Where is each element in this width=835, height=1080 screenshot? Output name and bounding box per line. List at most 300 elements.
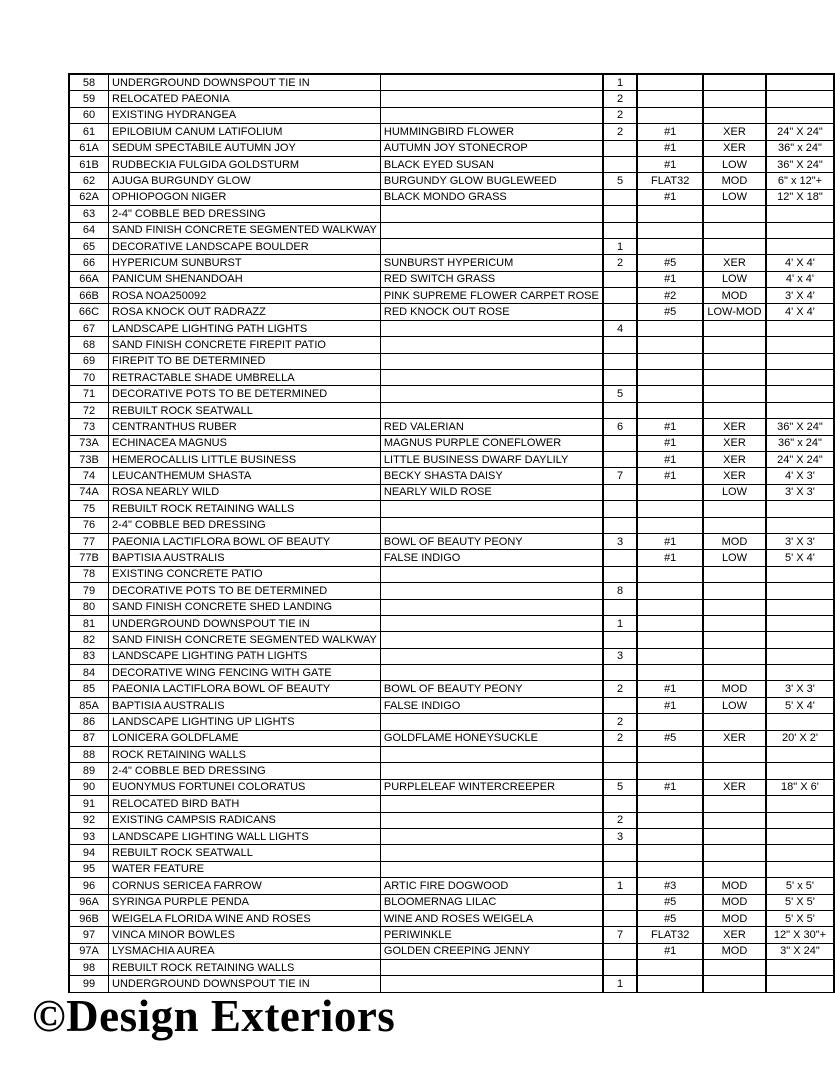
common-name-cell: GOLDFLAME HONEYSUCKLE (380, 730, 602, 746)
item-number-cell: 81 (69, 615, 109, 631)
water-use-cell: LOW (703, 271, 766, 287)
quantity-cell (603, 484, 638, 500)
quantity-cell: 2 (603, 714, 638, 730)
mature-size-cell: 20' X 2' (766, 730, 834, 746)
mature-size-cell: 4' X 4' (766, 255, 834, 271)
common-name-cell (380, 107, 602, 123)
botanical-name-cell: BAPTISIA AUSTRALIS (109, 550, 381, 566)
item-number-cell: 73 (69, 419, 109, 435)
common-name-cell (380, 976, 602, 992)
common-name-cell: FALSE INDIGO (380, 697, 602, 713)
common-name-cell (380, 337, 602, 353)
botanical-name-cell: LONICERA GOLDFLAME (109, 730, 381, 746)
item-number-cell: 71 (69, 386, 109, 402)
item-number-cell: 79 (69, 583, 109, 599)
quantity-cell: 7 (603, 468, 638, 484)
quantity-cell (603, 697, 638, 713)
table-row (69, 648, 834, 664)
water-use-cell (703, 337, 766, 353)
item-number-cell: 66C (69, 304, 109, 320)
table-row (69, 796, 834, 812)
quantity-cell (603, 337, 638, 353)
container-size-cell: #1 (637, 124, 703, 140)
botanical-name-cell: EXISTING CONCRETE PATIO (109, 566, 381, 582)
table-row (69, 861, 834, 877)
container-size-cell (637, 370, 703, 386)
mature-size-cell: 3' X 3' (766, 681, 834, 697)
common-name-cell (380, 320, 602, 336)
table-row (69, 435, 834, 451)
quantity-cell: 2 (603, 255, 638, 271)
quantity-cell (603, 894, 638, 910)
container-size-cell: #1 (637, 533, 703, 549)
item-number-cell: 91 (69, 796, 109, 812)
container-size-cell (637, 599, 703, 615)
common-name-cell: NEARLY WILD ROSE (380, 484, 602, 500)
mature-size-cell (766, 320, 834, 336)
table-row (69, 566, 834, 582)
container-size-cell: #5 (637, 304, 703, 320)
botanical-name-cell: REBUILT ROCK SEATWALL (109, 845, 381, 861)
table-row (69, 271, 834, 287)
common-name-cell: BOWL OF BEAUTY PEONY (380, 533, 602, 549)
container-size-cell (637, 714, 703, 730)
quantity-cell: 5 (603, 173, 638, 189)
container-size-cell (637, 107, 703, 123)
container-size-cell: #1 (637, 468, 703, 484)
container-size-cell: #1 (637, 943, 703, 959)
botanical-name-cell: RELOCATED BIRD BATH (109, 796, 381, 812)
quantity-cell (603, 943, 638, 959)
botanical-name-cell: SAND FINISH CONCRETE SHED LANDING (109, 599, 381, 615)
common-name-cell: BECKY SHASTA DAISY (380, 468, 602, 484)
item-number-cell: 62 (69, 173, 109, 189)
water-use-cell (703, 583, 766, 599)
item-number-cell: 97A (69, 943, 109, 959)
table-row (69, 878, 834, 894)
water-use-cell (703, 402, 766, 418)
mature-size-cell (766, 337, 834, 353)
botanical-name-cell: ROSA NEARLY WILD (109, 484, 381, 500)
mature-size-cell: 24" X 24" (766, 451, 834, 467)
table-row (69, 124, 834, 140)
container-size-cell (637, 747, 703, 763)
container-size-cell (637, 960, 703, 976)
container-size-cell: #1 (637, 140, 703, 156)
table-row (69, 107, 834, 123)
item-number-cell: 85A (69, 697, 109, 713)
water-use-cell (703, 976, 766, 992)
container-size-cell (637, 796, 703, 812)
mature-size-cell: 5' X 5' (766, 910, 834, 926)
item-number-cell: 86 (69, 714, 109, 730)
botanical-name-cell: DECORATIVE POTS TO BE DETERMINED (109, 386, 381, 402)
botanical-name-cell: RELOCATED PAEONIA (109, 91, 381, 107)
item-number-cell: 89 (69, 763, 109, 779)
botanical-name-cell: ROSA KNOCK OUT RADRAZZ (109, 304, 381, 320)
common-name-cell (380, 402, 602, 418)
container-size-cell (637, 632, 703, 648)
table-row (69, 238, 834, 254)
common-name-cell: RED KNOCK OUT ROSE (380, 304, 602, 320)
item-number-cell: 98 (69, 960, 109, 976)
item-number-cell: 73B (69, 451, 109, 467)
water-use-cell: MOD (703, 894, 766, 910)
container-size-cell: #2 (637, 288, 703, 304)
table-row (69, 615, 834, 631)
table-row (69, 517, 834, 533)
table-row (69, 747, 834, 763)
quantity-cell (603, 370, 638, 386)
table-row (69, 74, 834, 91)
water-use-cell (703, 812, 766, 828)
water-use-cell (703, 632, 766, 648)
water-use-cell: XER (703, 419, 766, 435)
mature-size-cell: 12" X 30"+ (766, 927, 834, 943)
botanical-name-cell: LANDSCAPE LIGHTING PATH LIGHTS (109, 648, 381, 664)
quantity-cell (603, 632, 638, 648)
water-use-cell (703, 74, 766, 91)
mature-size-cell: 5' X 4' (766, 550, 834, 566)
item-number-cell: 65 (69, 238, 109, 254)
botanical-name-cell: ECHINACEA MAGNUS (109, 435, 381, 451)
mature-size-cell (766, 665, 834, 681)
water-use-cell: XER (703, 730, 766, 746)
common-name-cell (380, 206, 602, 222)
common-name-cell (380, 501, 602, 517)
item-number-cell: 92 (69, 812, 109, 828)
water-use-cell (703, 960, 766, 976)
water-use-cell: XER (703, 779, 766, 795)
common-name-cell: MAGNUS PURPLE CONEFLOWER (380, 435, 602, 451)
common-name-cell (380, 615, 602, 631)
quantity-cell (603, 435, 638, 451)
botanical-name-cell: LYSMACHIA AUREA (109, 943, 381, 959)
botanical-name-cell: WEIGELA FLORIDA WINE AND ROSES (109, 910, 381, 926)
mature-size-cell (766, 828, 834, 844)
mature-size-cell: 3" X 24" (766, 943, 834, 959)
mature-size-cell: 4' X 3' (766, 468, 834, 484)
item-number-cell: 94 (69, 845, 109, 861)
botanical-name-cell: REBUILT ROCK RETAINING WALLS (109, 501, 381, 517)
botanical-name-cell: FIREPIT TO BE DETERMINED (109, 353, 381, 369)
item-number-cell: 93 (69, 828, 109, 844)
common-name-cell (380, 828, 602, 844)
botanical-name-cell: DECORATIVE WING FENCING WITH GATE (109, 665, 381, 681)
mature-size-cell: 12" X 18" (766, 189, 834, 205)
water-use-cell: LOW-MOD (703, 304, 766, 320)
botanical-name-cell: 2-4" COBBLE BED DRESSING (109, 206, 381, 222)
water-use-cell (703, 517, 766, 533)
table-row (69, 730, 834, 746)
quantity-cell: 2 (603, 124, 638, 140)
table-row (69, 189, 834, 205)
quantity-cell: 2 (603, 681, 638, 697)
botanical-name-cell: OPHIOPOGON NIGER (109, 189, 381, 205)
water-use-cell: MOD (703, 681, 766, 697)
common-name-cell: SUNBURST HYPERICUM (380, 255, 602, 271)
water-use-cell: MOD (703, 943, 766, 959)
quantity-cell (603, 222, 638, 238)
quantity-cell (603, 288, 638, 304)
water-use-cell (703, 222, 766, 238)
botanical-name-cell: UNDERGROUND DOWNSPOUT TIE IN (109, 976, 381, 992)
botanical-name-cell: LEUCANTHEMUM SHASTA (109, 468, 381, 484)
container-size-cell (637, 566, 703, 582)
quantity-cell: 2 (603, 107, 638, 123)
table-row (69, 353, 834, 369)
common-name-cell: RED VALERIAN (380, 419, 602, 435)
botanical-name-cell: 2-4" COBBLE BED DRESSING (109, 517, 381, 533)
table-row (69, 927, 834, 943)
item-number-cell: 74 (69, 468, 109, 484)
table-row (69, 484, 834, 500)
quantity-cell: 2 (603, 91, 638, 107)
table-row (69, 402, 834, 418)
container-size-cell: #1 (637, 681, 703, 697)
water-use-cell: LOW (703, 189, 766, 205)
common-name-cell (380, 370, 602, 386)
mature-size-cell (766, 845, 834, 861)
water-use-cell (703, 861, 766, 877)
common-name-cell: BURGUNDY GLOW BUGLEWEED (380, 173, 602, 189)
container-size-cell (637, 402, 703, 418)
common-name-cell (380, 238, 602, 254)
table-row (69, 173, 834, 189)
botanical-name-cell: HYPERICUM SUNBURST (109, 255, 381, 271)
water-use-cell: XER (703, 140, 766, 156)
item-number-cell: 95 (69, 861, 109, 877)
table-row (69, 288, 834, 304)
table-body (69, 74, 834, 992)
quantity-cell (603, 271, 638, 287)
table-row (69, 812, 834, 828)
common-name-cell: BLACK MONDO GRASS (380, 189, 602, 205)
container-size-cell: #1 (637, 435, 703, 451)
botanical-name-cell: ROCK RETAINING WALLS (109, 747, 381, 763)
botanical-name-cell: DECORATIVE LANDSCAPE BOULDER (109, 238, 381, 254)
container-size-cell (637, 501, 703, 517)
common-name-cell: ARTIC FIRE DOGWOOD (380, 878, 602, 894)
container-size-cell: #1 (637, 189, 703, 205)
quantity-cell (603, 910, 638, 926)
mature-size-cell (766, 583, 834, 599)
mature-size-cell (766, 353, 834, 369)
common-name-cell: BLACK EYED SUSAN (380, 156, 602, 172)
quantity-cell: 1 (603, 74, 638, 91)
item-number-cell: 66 (69, 255, 109, 271)
water-use-cell (703, 828, 766, 844)
quantity-cell: 5 (603, 386, 638, 402)
botanical-name-cell: UNDERGROUND DOWNSPOUT TIE IN (109, 615, 381, 631)
common-name-cell (380, 386, 602, 402)
mature-size-cell: 24" X 24" (766, 124, 834, 140)
quantity-cell: 1 (603, 615, 638, 631)
mature-size-cell: 4' X 4' (766, 304, 834, 320)
item-number-cell: 77 (69, 533, 109, 549)
container-size-cell (637, 484, 703, 500)
quantity-cell (603, 451, 638, 467)
botanical-name-cell: LANDSCAPE LIGHTING WALL LIGHTS (109, 828, 381, 844)
common-name-cell: FALSE INDIGO (380, 550, 602, 566)
quantity-cell (603, 189, 638, 205)
container-size-cell: #1 (637, 156, 703, 172)
mature-size-cell (766, 402, 834, 418)
botanical-name-cell: EPILOBIUM CANUM LATIFOLIUM (109, 124, 381, 140)
quantity-cell (603, 566, 638, 582)
quantity-cell (603, 960, 638, 976)
botanical-name-cell: CORNUS SERICEA FARROW (109, 878, 381, 894)
container-size-cell (637, 828, 703, 844)
container-size-cell (637, 517, 703, 533)
water-use-cell (703, 206, 766, 222)
water-use-cell (703, 238, 766, 254)
item-number-cell: 63 (69, 206, 109, 222)
common-name-cell (380, 960, 602, 976)
water-use-cell: LOW (703, 697, 766, 713)
item-number-cell: 73A (69, 435, 109, 451)
common-name-cell: RED SWITCH GRASS (380, 271, 602, 287)
botanical-name-cell: EXISTING HYDRANGEA (109, 107, 381, 123)
quantity-cell: 5 (603, 779, 638, 795)
water-use-cell (703, 648, 766, 664)
container-size-cell (637, 91, 703, 107)
mature-size-cell (766, 238, 834, 254)
table-row (69, 583, 834, 599)
table-row (69, 910, 834, 926)
item-number-cell: 78 (69, 566, 109, 582)
common-name-cell (380, 665, 602, 681)
mature-size-cell (766, 206, 834, 222)
item-number-cell: 96B (69, 910, 109, 926)
item-number-cell: 82 (69, 632, 109, 648)
item-number-cell: 61 (69, 124, 109, 140)
quantity-cell: 1 (603, 238, 638, 254)
mature-size-cell (766, 501, 834, 517)
botanical-name-cell: PAEONIA LACTIFLORA BOWL OF BEAUTY (109, 681, 381, 697)
mature-size-cell: 36" X 24" (766, 156, 834, 172)
table-row (69, 960, 834, 976)
container-size-cell (637, 353, 703, 369)
item-number-cell: 90 (69, 779, 109, 795)
item-number-cell: 68 (69, 337, 109, 353)
item-number-cell: 87 (69, 730, 109, 746)
item-number-cell: 66B (69, 288, 109, 304)
common-name-cell (380, 353, 602, 369)
item-number-cell: 83 (69, 648, 109, 664)
mature-size-cell: 5' X 5' (766, 894, 834, 910)
mature-size-cell (766, 222, 834, 238)
mature-size-cell (766, 517, 834, 533)
container-size-cell: #1 (637, 779, 703, 795)
common-name-cell (380, 91, 602, 107)
common-name-cell: HUMMINGBIRD FLOWER (380, 124, 602, 140)
item-number-cell: 67 (69, 320, 109, 336)
item-number-cell: 77B (69, 550, 109, 566)
water-use-cell (703, 501, 766, 517)
table-row (69, 451, 834, 467)
item-number-cell: 88 (69, 747, 109, 763)
mature-size-cell: 5' x 5' (766, 878, 834, 894)
botanical-name-cell: REBUILT ROCK RETAINING WALLS (109, 960, 381, 976)
table-row (69, 370, 834, 386)
common-name-cell: BLOOMERNAG LILAC (380, 894, 602, 910)
container-size-cell: #5 (637, 255, 703, 271)
item-number-cell: 70 (69, 370, 109, 386)
common-name-cell: WINE AND ROSES WEIGELA (380, 910, 602, 926)
common-name-cell (380, 517, 602, 533)
container-size-cell: #1 (637, 550, 703, 566)
item-number-cell: 76 (69, 517, 109, 533)
water-use-cell (703, 665, 766, 681)
table-row (69, 894, 834, 910)
quantity-cell (603, 353, 638, 369)
table-row (69, 255, 834, 271)
container-size-cell (637, 648, 703, 664)
table-row (69, 779, 834, 795)
quantity-cell: 8 (603, 583, 638, 599)
table-row (69, 156, 834, 172)
botanical-name-cell: PANICUM SHENANDOAH (109, 271, 381, 287)
quantity-cell: 1 (603, 878, 638, 894)
water-use-cell (703, 566, 766, 582)
water-use-cell: XER (703, 451, 766, 467)
quantity-cell (603, 665, 638, 681)
water-use-cell: MOD (703, 910, 766, 926)
container-size-cell: #1 (637, 419, 703, 435)
botanical-name-cell: SAND FINISH CONCRETE SEGMENTED WALKWAY (109, 632, 381, 648)
table-row (69, 206, 834, 222)
common-name-cell (380, 583, 602, 599)
common-name-cell: BOWL OF BEAUTY PEONY (380, 681, 602, 697)
container-size-cell (637, 238, 703, 254)
container-size-cell: #1 (637, 451, 703, 467)
quantity-cell (603, 861, 638, 877)
container-size-cell (637, 583, 703, 599)
common-name-cell (380, 714, 602, 730)
common-name-cell (380, 648, 602, 664)
botanical-name-cell: REBUILT ROCK SEATWALL (109, 402, 381, 418)
table-row (69, 714, 834, 730)
item-number-cell: 58 (69, 74, 109, 91)
mature-size-cell: 3' X 3' (766, 533, 834, 549)
common-name-cell: PERIWINKLE (380, 927, 602, 943)
mature-size-cell (766, 386, 834, 402)
common-name-cell (380, 861, 602, 877)
water-use-cell: MOD (703, 533, 766, 549)
quantity-cell: 4 (603, 320, 638, 336)
item-number-cell: 69 (69, 353, 109, 369)
mature-size-cell (766, 648, 834, 664)
mature-size-cell: 36" x 24" (766, 435, 834, 451)
item-number-cell: 99 (69, 976, 109, 992)
copyright-footer: ©Design Exteriors (32, 991, 396, 1041)
water-use-cell (703, 845, 766, 861)
water-use-cell: XER (703, 255, 766, 271)
mature-size-cell: 4' x 4' (766, 271, 834, 287)
item-number-cell: 96 (69, 878, 109, 894)
botanical-name-cell: EXISTING CAMPSIS RADICANS (109, 812, 381, 828)
table-row (69, 222, 834, 238)
mature-size-cell: 6" x 12"+ (766, 173, 834, 189)
mature-size-cell (766, 615, 834, 631)
container-size-cell (637, 812, 703, 828)
water-use-cell (703, 763, 766, 779)
container-size-cell: #1 (637, 271, 703, 287)
botanical-name-cell: RUDBECKIA FULGIDA GOLDSTURM (109, 156, 381, 172)
table-row (69, 599, 834, 615)
mature-size-cell (766, 599, 834, 615)
